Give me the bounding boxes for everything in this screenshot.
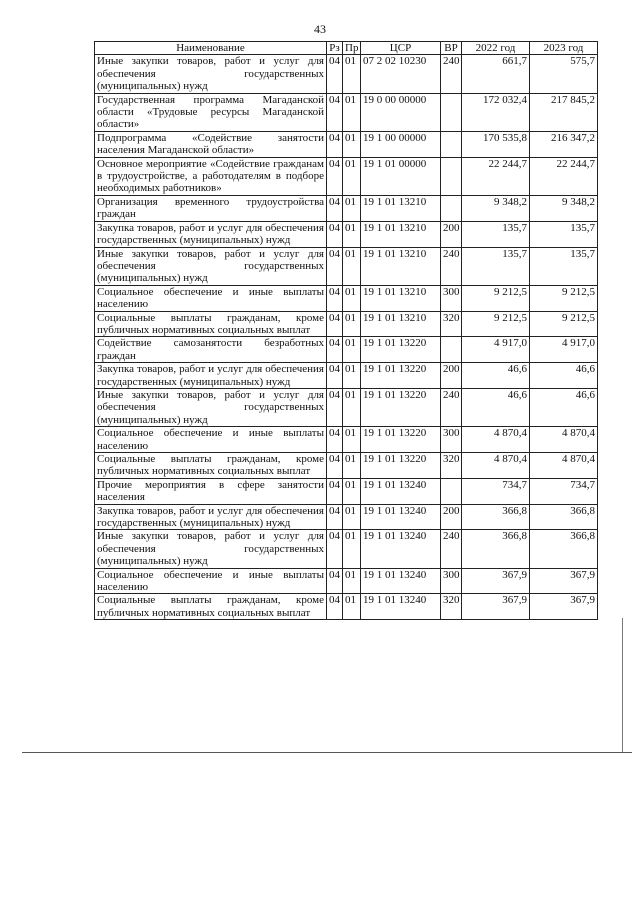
table-header-row <box>95 42 598 55</box>
table-row <box>95 311 598 337</box>
cell-csr: 19 1 01 00000 <box>361 157 441 195</box>
cell-y2022: 4 870,4 <box>462 427 530 453</box>
cell-y2023: 46,6 <box>530 363 598 389</box>
cell-name: Социальное обеспечение и иные выплаты населению <box>95 427 327 453</box>
cell-rz: 04 <box>327 247 343 285</box>
header-name: Наименование <box>95 42 327 55</box>
cell-pr: 01 <box>343 504 361 530</box>
cell-pr: 01 <box>343 594 361 620</box>
cell-rz: 04 <box>327 195 343 221</box>
cell-rz: 04 <box>327 427 343 453</box>
cell-y2022: 135,7 <box>462 221 530 247</box>
cell-name: Социальные выплаты гражданам, кроме публичных нормативных социальных выплат <box>95 594 327 620</box>
cell-y2023: 4 870,4 <box>530 427 598 453</box>
cell-csr: 19 1 01 13240 <box>361 530 441 568</box>
cell-csr: 19 1 01 13240 <box>361 478 441 504</box>
cell-y2023: 22 244,7 <box>530 157 598 195</box>
cell-vr: 300 <box>441 285 462 311</box>
table-row <box>95 157 598 195</box>
cell-pr: 01 <box>343 195 361 221</box>
cell-y2022: 46,6 <box>462 363 530 389</box>
cell-pr: 01 <box>343 337 361 363</box>
header-pr: Пр <box>343 42 361 55</box>
cell-rz: 04 <box>327 594 343 620</box>
cell-vr <box>441 337 462 363</box>
cell-y2022: 135,7 <box>462 247 530 285</box>
cell-y2022: 172 032,4 <box>462 93 530 131</box>
table-row <box>95 504 598 530</box>
cell-pr: 01 <box>343 247 361 285</box>
table-row <box>95 221 598 247</box>
table-row <box>95 478 598 504</box>
cell-vr: 320 <box>441 453 462 479</box>
cell-pr: 01 <box>343 388 361 426</box>
cell-y2022: 366,8 <box>462 504 530 530</box>
cell-vr <box>441 195 462 221</box>
cell-rz: 04 <box>327 311 343 337</box>
cell-vr: 320 <box>441 311 462 337</box>
cell-y2022: 367,9 <box>462 594 530 620</box>
table-row <box>95 131 598 157</box>
cell-y2023: 366,8 <box>530 530 598 568</box>
cell-vr: 200 <box>441 221 462 247</box>
cell-y2022: 4 870,4 <box>462 453 530 479</box>
cell-rz: 04 <box>327 530 343 568</box>
cell-y2022: 9 212,5 <box>462 311 530 337</box>
cell-pr: 01 <box>343 427 361 453</box>
cell-csr: 19 1 01 13220 <box>361 337 441 363</box>
cell-rz: 04 <box>327 478 343 504</box>
cell-y2022: 46,6 <box>462 388 530 426</box>
cell-rz: 04 <box>327 55 343 93</box>
cell-pr: 01 <box>343 453 361 479</box>
cell-y2023: 216 347,2 <box>530 131 598 157</box>
cell-vr <box>441 93 462 131</box>
table-row <box>95 337 598 363</box>
cell-vr: 200 <box>441 504 462 530</box>
cell-pr: 01 <box>343 55 361 93</box>
cell-vr: 240 <box>441 530 462 568</box>
cell-rz: 04 <box>327 93 343 131</box>
table-row <box>95 195 598 221</box>
cell-y2023: 135,7 <box>530 221 598 247</box>
cell-csr: 19 1 01 13210 <box>361 195 441 221</box>
cell-csr: 07 2 02 10230 <box>361 55 441 93</box>
cell-vr: 200 <box>441 363 462 389</box>
cell-csr: 19 1 01 13240 <box>361 594 441 620</box>
cell-name: Социальные выплаты гражданам, кроме публичных нормативных социальных выплат <box>95 311 327 337</box>
cell-csr: 19 1 01 13240 <box>361 504 441 530</box>
cell-name: Подпрограмма «Содействие занятости населения Магаданской области» <box>95 131 327 157</box>
table-row <box>95 530 598 568</box>
cell-vr: 240 <box>441 247 462 285</box>
cell-name: Содействие самозанятости безработных граждан <box>95 337 327 363</box>
cell-pr: 01 <box>343 221 361 247</box>
cell-vr: 300 <box>441 427 462 453</box>
cell-vr <box>441 131 462 157</box>
cell-y2022: 9 348,2 <box>462 195 530 221</box>
cell-csr: 19 1 01 13220 <box>361 453 441 479</box>
cell-rz: 04 <box>327 221 343 247</box>
cell-rz: 04 <box>327 504 343 530</box>
bottom-rule <box>22 752 632 753</box>
cell-pr: 01 <box>343 311 361 337</box>
cell-pr: 01 <box>343 285 361 311</box>
cell-csr: 19 1 01 13210 <box>361 221 441 247</box>
header-csr: ЦСР <box>361 42 441 55</box>
cell-csr: 19 1 01 13210 <box>361 311 441 337</box>
cell-y2023: 9 212,5 <box>530 285 598 311</box>
cell-name: Закупка товаров, работ и услуг для обеспечения государственных (муниципальных) нужд <box>95 363 327 389</box>
budget-table <box>94 41 598 620</box>
table-row <box>95 453 598 479</box>
cell-rz: 04 <box>327 453 343 479</box>
table-row <box>95 55 598 93</box>
side-rule <box>622 618 623 752</box>
cell-rz: 04 <box>327 131 343 157</box>
cell-y2023: 9 212,5 <box>530 311 598 337</box>
cell-pr: 01 <box>343 363 361 389</box>
cell-pr: 01 <box>343 568 361 594</box>
cell-name: Иные закупки товаров, работ и услуг для обеспечения государственных (муниципальных) нужд <box>95 55 327 93</box>
table-row <box>95 247 598 285</box>
cell-csr: 19 1 01 13210 <box>361 285 441 311</box>
cell-name: Государственная программа Магаданской области «Трудовые ресурсы Магаданской области» <box>95 93 327 131</box>
cell-csr: 19 1 01 13210 <box>361 247 441 285</box>
cell-y2022: 170 535,8 <box>462 131 530 157</box>
cell-name: Закупка товаров, работ и услуг для обеспечения государственных (муниципальных) нужд <box>95 504 327 530</box>
cell-vr <box>441 478 462 504</box>
cell-y2023: 4 870,4 <box>530 453 598 479</box>
header-2022: 2022 год <box>462 42 530 55</box>
header-2023: 2023 год <box>530 42 598 55</box>
cell-name: Основное мероприятие «Содействие гражданам в трудоустройстве, а работодателям в подборе необходимых работников» <box>95 157 327 195</box>
cell-vr: 240 <box>441 55 462 93</box>
cell-pr: 01 <box>343 131 361 157</box>
cell-y2022: 367,9 <box>462 568 530 594</box>
cell-y2023: 135,7 <box>530 247 598 285</box>
cell-vr: 320 <box>441 594 462 620</box>
cell-y2023: 367,9 <box>530 594 598 620</box>
cell-csr: 19 1 01 13240 <box>361 568 441 594</box>
cell-vr: 240 <box>441 388 462 426</box>
table-row <box>95 388 598 426</box>
table-row <box>95 594 598 620</box>
cell-csr: 19 1 01 13220 <box>361 363 441 389</box>
cell-y2022: 22 244,7 <box>462 157 530 195</box>
table-row <box>95 427 598 453</box>
cell-rz: 04 <box>327 337 343 363</box>
cell-y2022: 9 212,5 <box>462 285 530 311</box>
cell-y2023: 367,9 <box>530 568 598 594</box>
cell-rz: 04 <box>327 157 343 195</box>
cell-name: Социальное обеспечение и иные выплаты населению <box>95 568 327 594</box>
cell-pr: 01 <box>343 530 361 568</box>
cell-rz: 04 <box>327 388 343 426</box>
cell-y2023: 46,6 <box>530 388 598 426</box>
cell-y2022: 4 917,0 <box>462 337 530 363</box>
cell-rz: 04 <box>327 285 343 311</box>
table-row <box>95 285 598 311</box>
cell-csr: 19 1 01 13220 <box>361 427 441 453</box>
cell-vr: 300 <box>441 568 462 594</box>
cell-rz: 04 <box>327 568 343 594</box>
cell-name: Иные закупки товаров, работ и услуг для обеспечения государственных (муниципальных) нужд <box>95 388 327 426</box>
cell-name: Закупка товаров, работ и услуг для обеспечения государственных (муниципальных) нужд <box>95 221 327 247</box>
cell-y2022: 734,7 <box>462 478 530 504</box>
cell-rz: 04 <box>327 363 343 389</box>
cell-csr: 19 0 00 00000 <box>361 93 441 131</box>
cell-pr: 01 <box>343 157 361 195</box>
cell-y2023: 366,8 <box>530 504 598 530</box>
cell-pr: 01 <box>343 93 361 131</box>
page-number: 43 <box>314 22 326 36</box>
cell-vr <box>441 157 462 195</box>
cell-y2023: 9 348,2 <box>530 195 598 221</box>
cell-name: Прочие мероприятия в сфере занятости населения <box>95 478 327 504</box>
cell-csr: 19 1 01 13220 <box>361 388 441 426</box>
table-row <box>95 93 598 131</box>
cell-y2023: 217 845,2 <box>530 93 598 131</box>
cell-y2023: 575,7 <box>530 55 598 93</box>
header-rz: Рз <box>327 42 343 55</box>
cell-y2023: 4 917,0 <box>530 337 598 363</box>
cell-y2022: 661,7 <box>462 55 530 93</box>
cell-y2023: 734,7 <box>530 478 598 504</box>
table-row <box>95 363 598 389</box>
cell-name: Иные закупки товаров, работ и услуг для обеспечения государственных (муниципальных) нужд <box>95 247 327 285</box>
cell-csr: 19 1 00 00000 <box>361 131 441 157</box>
cell-name: Иные закупки товаров, работ и услуг для обеспечения государственных (муниципальных) нужд <box>95 530 327 568</box>
cell-name: Социальные выплаты гражданам, кроме публичных нормативных социальных выплат <box>95 453 327 479</box>
cell-y2022: 366,8 <box>462 530 530 568</box>
cell-name: Организация временного трудоустройства граждан <box>95 195 327 221</box>
cell-pr: 01 <box>343 478 361 504</box>
cell-name: Социальное обеспечение и иные выплаты населению <box>95 285 327 311</box>
header-vr: ВР <box>441 42 462 55</box>
table-row <box>95 568 598 594</box>
